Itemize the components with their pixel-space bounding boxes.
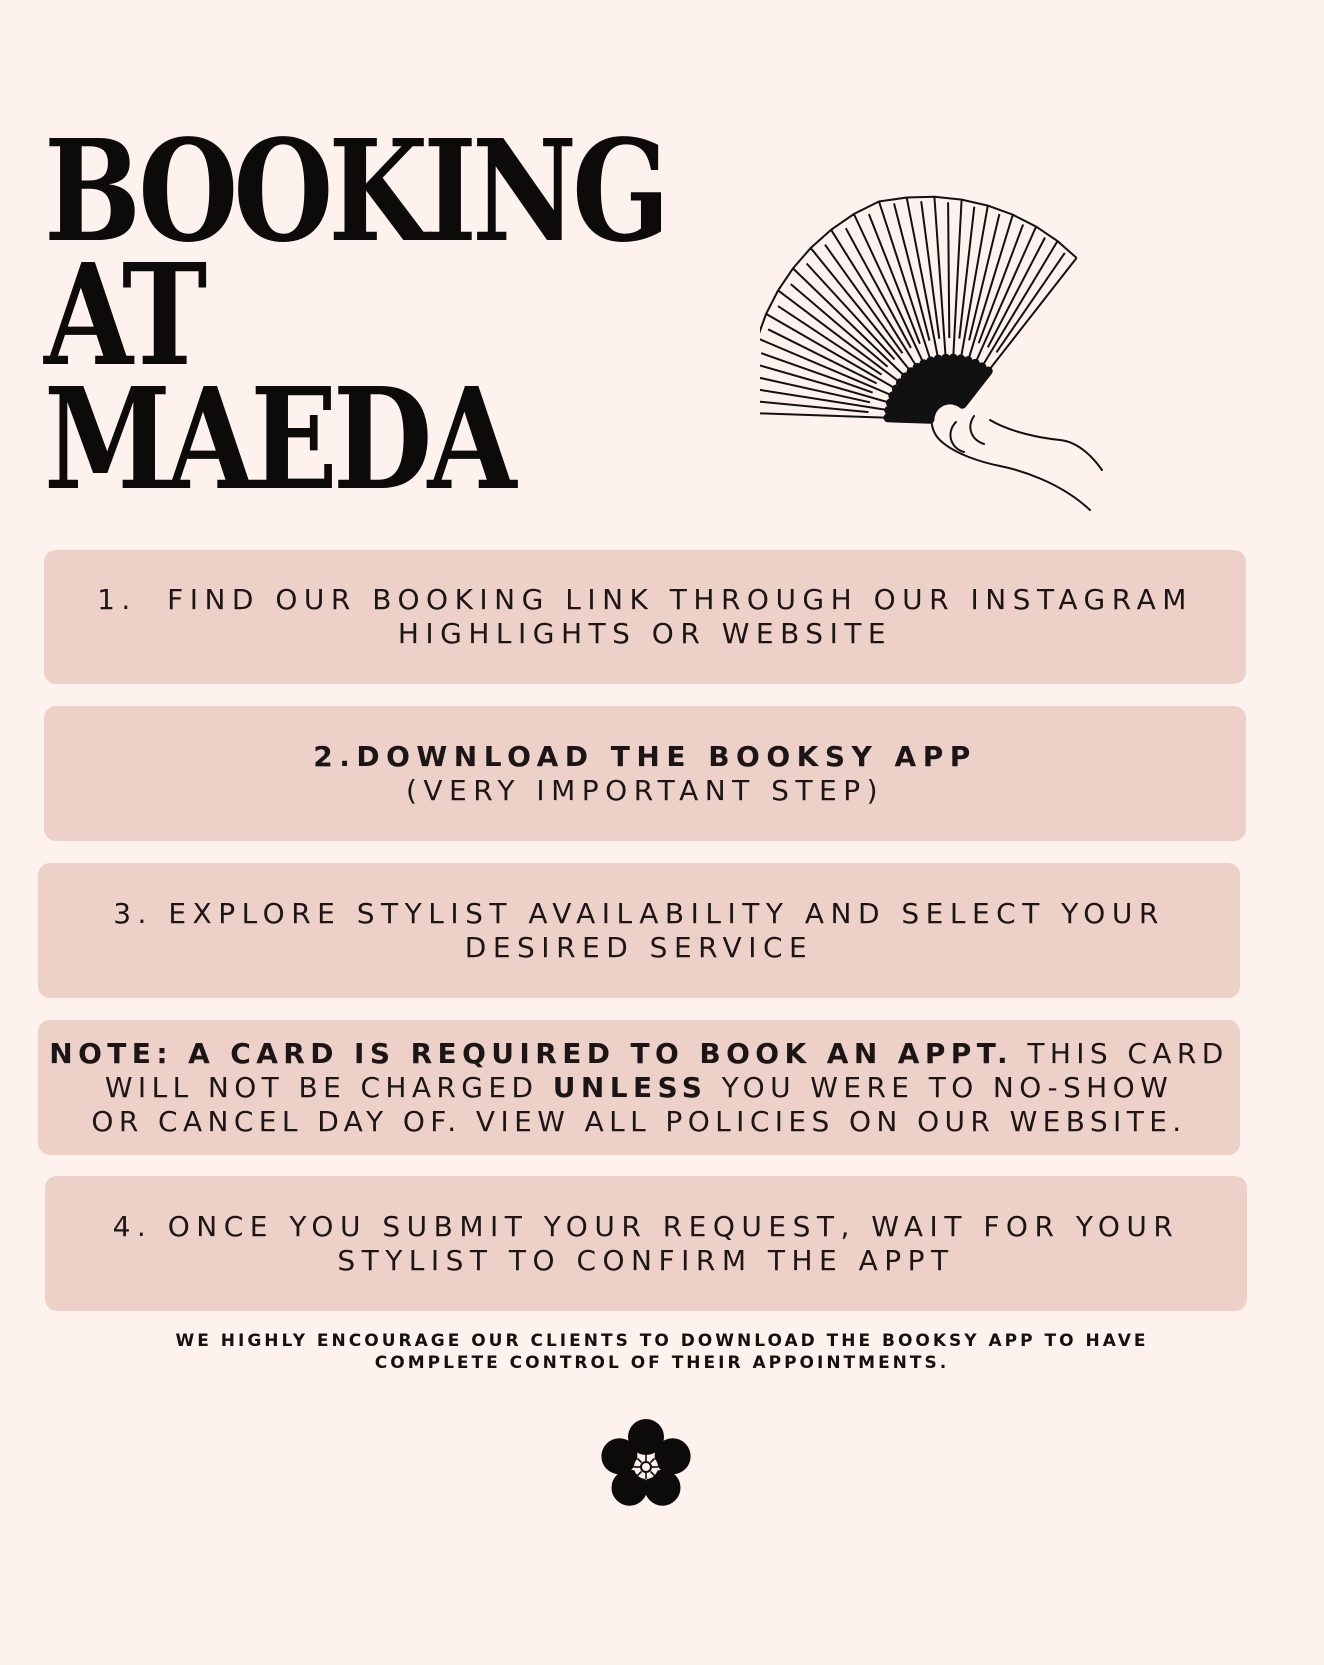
note-lead-rest: THIS CARD xyxy=(1013,1036,1229,1070)
footer-note xyxy=(0,1330,1324,1374)
step-4-card xyxy=(45,1176,1247,1311)
flower-icon xyxy=(596,1415,696,1515)
step-2-subtext: (VERY IMPORTANT STEP) xyxy=(405,773,885,807)
step-3-text-line-2: DESIRED SERVICE xyxy=(464,930,814,964)
step-3-card xyxy=(38,863,1240,998)
step-2-card xyxy=(44,706,1246,841)
note-line-2-end: YOU WERE TO NO-SHOW xyxy=(707,1070,1174,1104)
note-card xyxy=(38,1020,1240,1155)
note-unless: UNLESS xyxy=(552,1070,708,1104)
note-line-3: OR CANCEL DAY OF. VIEW ALL POLICIES ON OUR WEBSITE. xyxy=(91,1104,1187,1138)
title-line-maeda: MAEDA xyxy=(44,358,512,522)
step-1-text-line-2: HIGHLIGHTS OR WEBSITE xyxy=(397,617,893,650)
step-1-text-line-1: FIND OUR BOOKING LINK THROUGH OUR INSTAGRAM xyxy=(167,583,1193,616)
step-4-text-line-2: STYLIST TO CONFIRM THE APPT xyxy=(337,1243,955,1277)
footer-line-2: COMPLETE CONTROL OF THEIR APPOINTMENTS. xyxy=(374,1353,950,1373)
step-2-heading: 2.DOWNLOAD THE BOOKSY APP xyxy=(313,739,977,773)
step-4-text-line-1: 4. ONCE YOU SUBMIT YOUR REQUEST, WAIT FOR YOUR xyxy=(112,1209,1180,1243)
step-3-text-line-1: 3. EXPLORE STYLIST AVAILABILITY AND SELECT YOUR xyxy=(113,896,1165,930)
note-line-2-start: WILL NOT BE CHARGED xyxy=(104,1070,553,1104)
title-line-at: AT xyxy=(44,234,203,398)
step-1-number: 1. xyxy=(97,583,137,616)
note-bold-lead: NOTE: A CARD IS REQUIRED TO BOOK AN APPT. xyxy=(49,1036,1014,1070)
hand-fan-icon xyxy=(760,170,1180,530)
step-1-card xyxy=(44,550,1246,684)
page-title xyxy=(44,110,666,522)
footer-line-1: WE HIGHLY ENCOURAGE OUR CLIENTS TO DOWNLOAD THE BOOKSY APP TO HAVE xyxy=(175,1331,1149,1351)
title-line-booking: BOOKING xyxy=(44,110,666,274)
